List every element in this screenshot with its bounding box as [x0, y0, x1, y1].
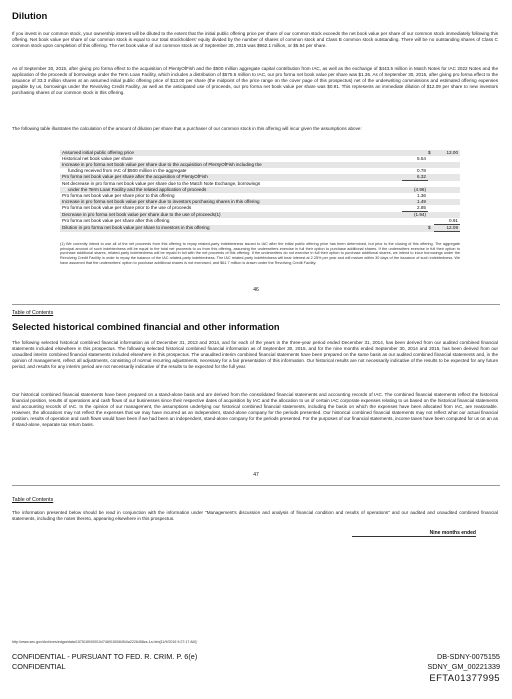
- currency-symbol: $: [428, 225, 434, 232]
- row-label: under the Term Loan Facility and the related application of proceeds: [60, 187, 396, 193]
- value-col-2: 12.09: [434, 225, 460, 232]
- dilution-footnote: (1) We currently intend to use all of the net proceeds from this offering to repay related-party indebtedness issued to IAC after the initial public offering price has been determined, but prior to the closing of this offering. The aggregate principal amount of such indebtedness will be equal to the total net proceeds to us from this offering, assuming the underwriters exercise in full their option to purchase additional shares. If the underwriters exercise in full their option to purchase additional shares, related-party indebtedness will be repaid in full with the net proceeds of this offering. If the underwriters do not exercise in full their option to purchase additional shares, we intend to incur borrowings under the Revolving Credit Facility in order to repay the balance of the IAC related-party indebtedness. The IAC related-party indebtedness will bear interest at 2.25% per year and will mature within 30 days of the issuance of such indebtedness. We have assumed that the underwriters' option to purchase additional shares is not exercised, and $61.7 million is drawn under the Revolving Credit Facility.: [60, 242, 460, 265]
- dilution-title: Dilution: [12, 11, 48, 22]
- row-label: Pro forma net book value per share prior to this offering: [62, 193, 175, 198]
- nine-months-ended-header: Nine months ended: [352, 530, 476, 537]
- selected-paragraph-2: Our historical combined financial statements have been prepared on a stand-alone basis and are derived from the consolidated financial statements and accounting records of IAC. The combined financial statements reflect the historical financial position, results of operations and cash flows of our businesses since their respective dates of acquisition by IAC and the allocation to us of certain IAC corporate expenses relating to us based on the historical financial statements and accounting records of IAC. In the opinion of our management, the assumptions underlying our historical combined financial statements, including the basis on which the expenses have been allocated from IAC, are reasonable. However, the allocations may not reflect the expenses that we may have incurred as an independent, stand-alone company for the periods presented. Our historical combined financial statements may not reflect what our actual financial position, results of operation and cash flows would have been if we had been an independent, stand-alone company for the periods presented. For the purposes of our financial statements, income taxes have been computed for us on an as if stand-alone, separate tax return basis.: [12, 392, 498, 427]
- row-label: Net decrease in pro forma net book value per share due to the Match Note Exchange, borrowings: [62, 180, 261, 186]
- table-of-contents-link[interactable]: Table of Contents: [12, 310, 54, 316]
- row-label: Pro forma net book value per share prior to the use of proceeds: [62, 205, 192, 211]
- page-number-47: 47: [253, 472, 259, 478]
- selected-title: Selected historical combined financial and other information: [12, 322, 280, 332]
- row-label: funding received from IAC of $500 million in the aggregate: [68, 168, 187, 173]
- table-of-contents-link-2[interactable]: Table of Contents: [12, 497, 54, 503]
- value-col-1: (1.94): [402, 212, 428, 219]
- value-col-1: 5.54: [417, 156, 426, 161]
- page-separator-2: [12, 485, 500, 486]
- value-col-1: 1.36: [417, 193, 426, 198]
- bates-number-2: SDNY_GM_00221339: [427, 662, 500, 671]
- confidential-notice: CONFIDENTIAL - PURSUANT TO FED. R. CRIM. P. 6(e): [12, 652, 198, 661]
- row-label: Increase in pro forma net book value per share due to the acquisition of PlentyOfFish including the: [60, 162, 396, 168]
- table-row: [60, 225, 460, 232]
- source-url: http://www.sec.gov/Archives/edgar/data/1575189/000104746915008454/a2226458zs-1a.htm[11/9/2015 9:27:17 AM]: [12, 640, 197, 644]
- page-separator: [12, 304, 500, 305]
- value-col-2: 13.00: [434, 150, 460, 156]
- efta-number: EFTA01377995: [429, 673, 500, 684]
- value-col-1: (4.96): [402, 187, 428, 193]
- page-number-46: 46: [253, 287, 259, 293]
- dilution-table: [60, 150, 460, 232]
- dilution-paragraph-2: As of September 30, 2015, after giving pro forma effect to the acquisition of PlentyOfFish and the $500 million aggregate capital contribution from IAC, as well as the exchange of $443.5 million in Match Notes for IAC 2022 Notes and the application of the proceeds of borrowings under the Term Loan Facility, which includes a distribution of $575.5 million to IAC, our pro forma net book value per share was $1.36. As of September 30, 2015, after giving pro forma effect to the issuance of 33.3 million shares at an assumed initial public offering price of $13.00 per share (the midpoint of the price range on the cover page of this prospectus) net of the underwriting commissions and estimated offering expenses payable by us, borrowings under the Revolving Credit Facility, as well as the anticipated use of proceeds, our pro forma net book value per share was $0.91. This represents an immediate dilution of $12.09 per share to new investors purchasing shares of our common stock in this offering.: [12, 66, 498, 95]
- bates-number-1: DB-SDNY-0075155: [436, 652, 500, 661]
- value-col-1: 6.32: [402, 174, 428, 181]
- confidential-label: CONFIDENTIAL: [12, 662, 66, 671]
- selected-paragraph-1: The following selected historical combined financial information as of December 31, 2013 and 2014, and for each of the years in the three-year period ended December 31, 2014, has been derived from our audited combined financial statements included elsewhere in this prospectus. The following selected historical combined financial information as of September 30, 2015, and for the nine months ended September 30, 2014 and 2015, has been derived from our unaudited interim combined financial statements included elsewhere in this prospectus. The unaudited interim combined financial statements have been prepared on the same basis as our audited combined financial statements and, in the opinion of management, reflect all adjustments, consisting of normal recurring adjustments, necessary for a fair presentation of this information. Our historical results are not necessarily indicative of the results to be expected for any future period, and results for any interim period are not necessarily indicative of the results to be expected for the full year.: [12, 340, 498, 369]
- value-col-2: 0.91: [434, 218, 460, 225]
- dilution-paragraph-1: If you invest in our common stock, your ownership interest will be diluted to the extent that the initial public offering price per share of our common stock exceeds the net book value per share of our common stock immediately following this offering. Net book value per share of our common stock is equal to our total stockholders' equity divided by the number of shares of common stock and Class B common stock outstanding. There will be no outstanding shares of Class C common stock upon completion of this offering. The net book value of our common stock as of September 30, 2015 was $962.1 million, or $5.54 per share.: [12, 31, 498, 48]
- row-label: Increase in pro forma net book value per share due to investors purchasing shares in this offering: [60, 199, 396, 205]
- row-label: Pro forma net book value per share after the acquisition of PlentyOfFish: [60, 174, 396, 181]
- currency-symbol: $: [428, 150, 434, 156]
- row-label: Historical net book value per share: [62, 156, 133, 161]
- value-col-1: [402, 225, 428, 232]
- value-col-1: 1.49: [402, 199, 428, 205]
- intro-paragraph: The information presented below should be read in conjunction with the information under "Management's discussion and analysis of financial condition and results of operations" and our audited and unaudited combined financial statements, including the notes thereto, appearing elsewhere in this prospectus.: [12, 510, 498, 521]
- row-label: Dilution in pro forma net book value per share to investors in this offering: [60, 225, 396, 232]
- value-col-1: 2.85: [402, 205, 428, 212]
- row-label: Assumed initial public offering price: [60, 150, 396, 156]
- row-label: Decrease in pro forma net book value per share due to the use of proceeds(1): [60, 212, 396, 219]
- row-label: Pro forma net book value per share after this offering: [62, 218, 170, 224]
- dilution-paragraph-3: The following table illustrates the calculation of the amount of dilution per share that a purchaser of our common stock in this offering will incur given the assumptions above:: [12, 126, 362, 131]
- value-col-1: 0.78: [417, 168, 426, 173]
